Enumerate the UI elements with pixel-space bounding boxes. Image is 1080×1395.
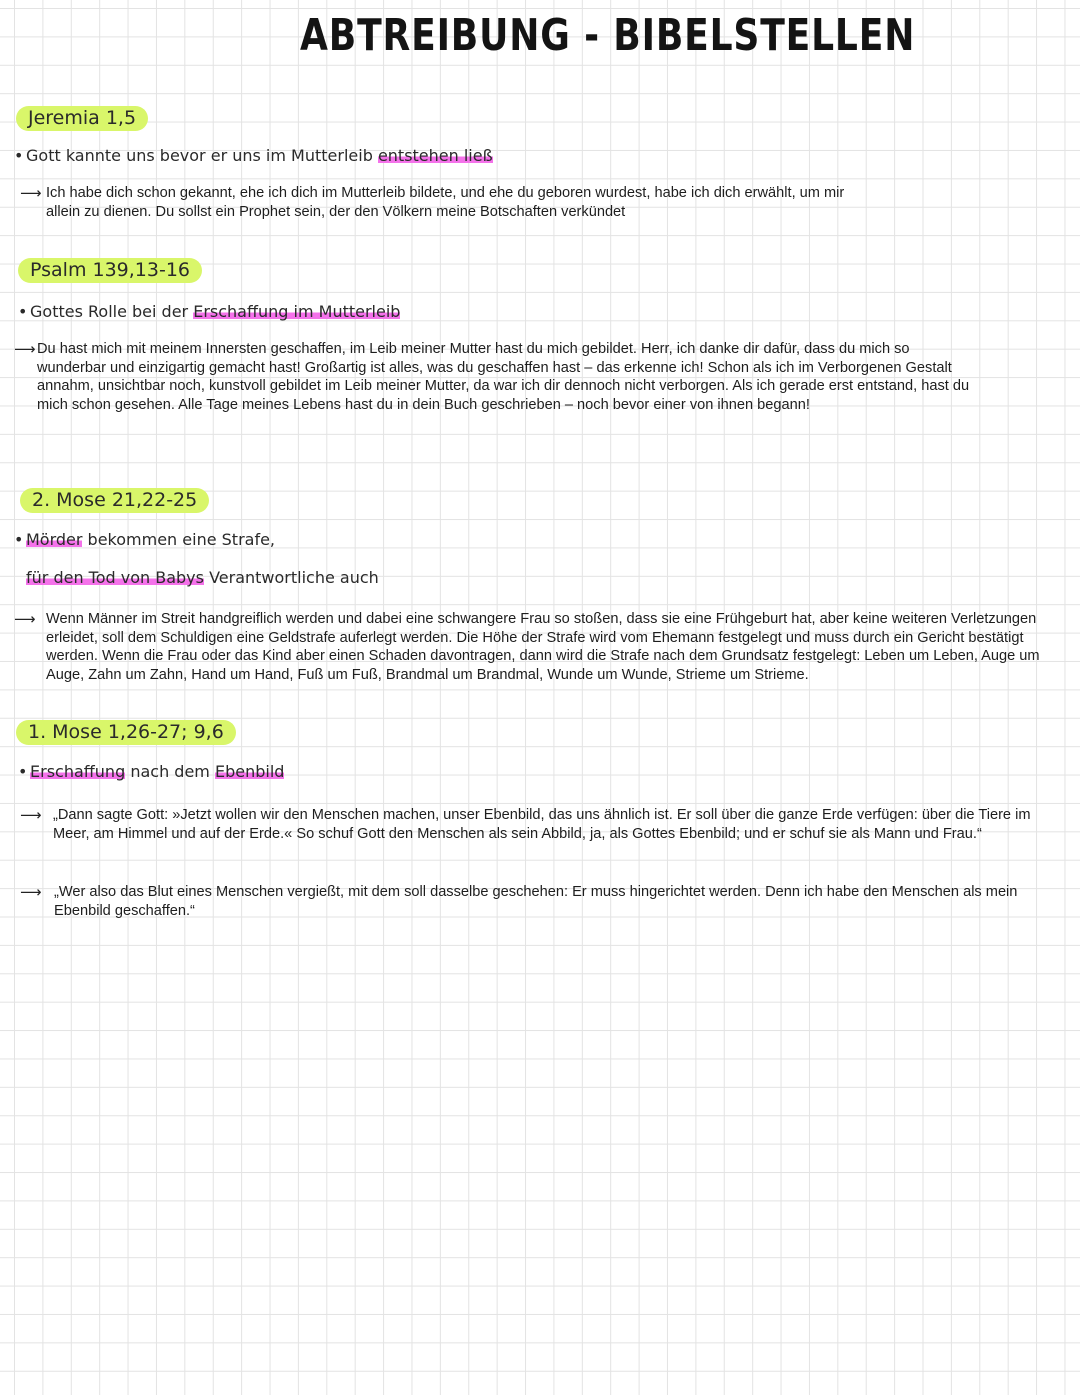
bible-quote: „Dann sagte Gott: »Jetzt wollen wir den Menschen machen, unser Ebenbild, das uns ähnlich ist. Er soll über die ganze Erde verfügen: über die Tiere im Meer, am Himmel und auf der Erde.« So schuf Gott den Menschen als sein Abbild, ja, als Gottes Ebenbild; und er schuf sie als Mann und Frau.“ [53, 807, 1031, 842]
page-title: ABTREIBUNG - BIBELSTELLEN [300, 10, 916, 61]
arrow-right-icon: ⟶ [14, 610, 36, 628]
bullet-dot: • [14, 530, 24, 549]
note-highlight: Erschaffung im Mutterleib [193, 302, 401, 321]
section-heading-1-mose: 1. Mose 1,26-27; 9,6 [16, 720, 236, 745]
section-note [26, 568, 379, 587]
bullet-dot: • [14, 146, 24, 165]
note-highlight: für den Tod von Babys [26, 568, 204, 587]
bullet-dot: • [18, 762, 28, 781]
note-text: nach dem [125, 762, 215, 781]
arrow-right-icon: ⟶ [20, 883, 42, 901]
bible-quote: Du hast mich mit meinem Innersten geschaffen, im Leib meiner Mutter hast du mich gebildet. Herr, ich danke dir dafür, dass du mich so wunderbar und einzigartig gemacht hast! Großartig ist alles, was du geschaffen hast – das erkenne ich! Schon als ich im Verborgenen Gestalt annahm, unsichtbar noch, kunstvoll gebildet im Leib meiner Mutter, da war ich dir dennoch nicht verborgen. Als ich gerade erst entstand, hast du mich schon gesehen. Alle Tage meines Lebens hast du in dein Buch geschrieben – noch bevor einer von ihnen begann! [37, 341, 970, 413]
section-note [18, 762, 284, 781]
note-text: bekommen eine Strafe, [82, 530, 276, 549]
note-text: Gottes Rolle bei der [30, 302, 194, 321]
note-highlight: Ebenbild [214, 762, 285, 781]
arrow-right-icon: ⟶ [14, 340, 36, 358]
note-text: Verantwortliche auch [203, 568, 379, 587]
arrow-right-icon: ⟶ [20, 184, 42, 202]
section-note [18, 302, 400, 321]
arrow-right-icon: ⟶ [20, 806, 42, 824]
note-highlight: entstehen ließ [377, 146, 493, 165]
bullet-dot: • [18, 302, 28, 321]
section-heading-2-mose: 2. Mose 21,22-25 [20, 488, 209, 513]
bible-quote: Ich habe dich schon gekannt, ehe ich dich im Mutterleib bildete, und ehe du geboren wurdest, habe ich dich erwählt, um mir allein zu dienen. Du sollst ein Prophet sein, der den Völkern meine Botschaften verkündet [46, 185, 845, 220]
note-highlight: Mörder [26, 530, 83, 549]
note-highlight: Erschaffung [30, 762, 126, 781]
section-note [14, 146, 493, 165]
section-note [14, 530, 275, 549]
bible-quote: Wenn Männer im Streit handgreiflich werden und dabei eine schwangere Frau so stoßen, dass sie eine Frühgeburt hat, aber keine weiteren Verletzungen erleidet, soll dem Schuldigen eine Geldstrafe auferlegt werden. Die Höhe der Strafe wird vom Ehemann festgelegt und muss durch ein Gericht bestätigt werden. Wenn die Frau oder das Kind aber einen Schaden davontragen, dann wird die Strafe nach dem Grundsatz festgelegt: Leben um Leben, Auge um Auge, Zahn um Zahn, Hand um Hand, Fuß um Fuß, Brandmal um Brandmal, Wunde um Wunde, Strieme um Strieme. [46, 611, 1040, 683]
bible-quote: „Wer also das Blut eines Menschen vergießt, mit dem soll dasselbe geschehen: Er muss hingerichtet werden. Denn ich habe den Menschen als mein Ebenbild geschaffen.“ [54, 884, 1018, 919]
note-text: Gott kannte uns bevor er uns im Mutterleib [26, 146, 378, 165]
section-heading-psalm: Psalm 139,13-16 [18, 258, 202, 283]
section-heading-jeremia: Jeremia 1,5 [16, 106, 148, 131]
